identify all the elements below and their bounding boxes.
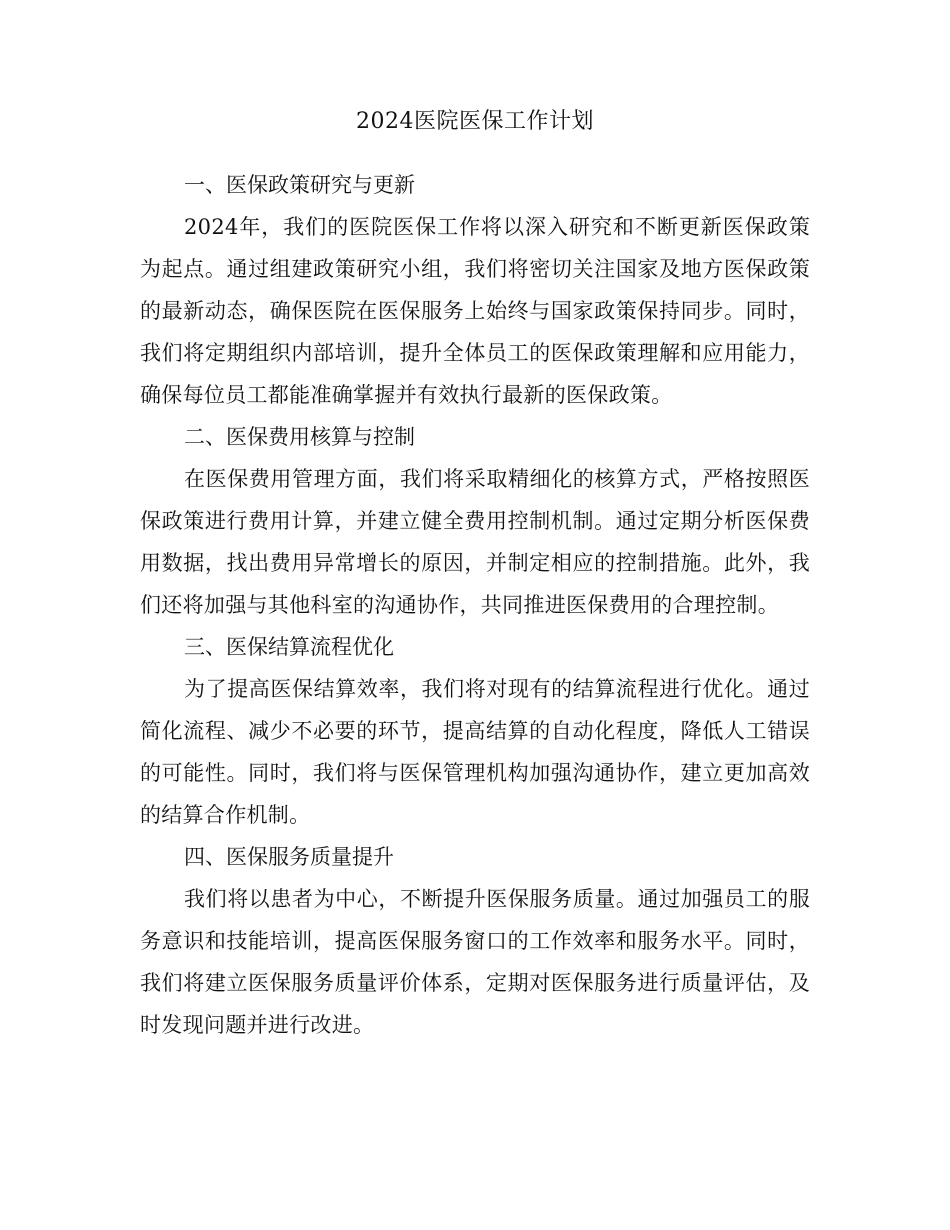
section-paragraph: 为了提高医保结算效率，我们将对现有的结算流程进行优化。通过简化流程、减少不必要的环节，提高结算的自动化程度，降低人工错误的可能性。同时，我们将与医保管理机构加强沟通协作，建立更加高效的结算合作机制。 bbox=[140, 677, 810, 827]
document-title: 2024医院医保工作计划 bbox=[356, 109, 594, 134]
section-paragraph: 在医保费用管理方面，我们将采取精细化的核算方式，严格按照医保政策进行费用计算，并建立健全费用控制机制。通过定期分析医保费用数据，找出费用异常增长的原因，并制定相应的控制措施。此外，我们还将加强与其他科室的沟通协作，共同推进医保费用的合理控制。 bbox=[140, 467, 810, 617]
section-policy-research bbox=[140, 164, 810, 416]
section-paragraph: 我们将以患者为中心，不断提升医保服务质量。通过加强员工的服务意识和技能培训，提高医保服务窗口的工作效率和服务水平。同时，我们将建立医保服务质量评价体系，定期对医保服务进行质量评估，及时发现问题并进行改进。 bbox=[140, 887, 810, 1037]
section-settlement-process bbox=[140, 626, 810, 836]
section-cost-accounting bbox=[140, 416, 810, 626]
section-heading: 二、医保费用核算与控制 bbox=[184, 425, 415, 449]
section-heading: 三、医保结算流程优化 bbox=[184, 635, 394, 659]
section-paragraph: 2024年，我们的医院医保工作将以深入研究和不断更新医保政策为起点。通过组建政策研究小组，我们将密切关注国家及地方医保政策的最新动态，确保医院在医保服务上始终与国家政策保持同步。同时，我们将定期组织内部培训，提升全体员工的医保政策理解和应用能力，确保每位员工都能准确掌握并有效执行最新的医保政策。 bbox=[140, 215, 810, 407]
section-service-quality bbox=[140, 836, 810, 1046]
section-heading: 一、医保政策研究与更新 bbox=[184, 173, 415, 197]
section-heading: 四、医保服务质量提升 bbox=[184, 845, 394, 869]
